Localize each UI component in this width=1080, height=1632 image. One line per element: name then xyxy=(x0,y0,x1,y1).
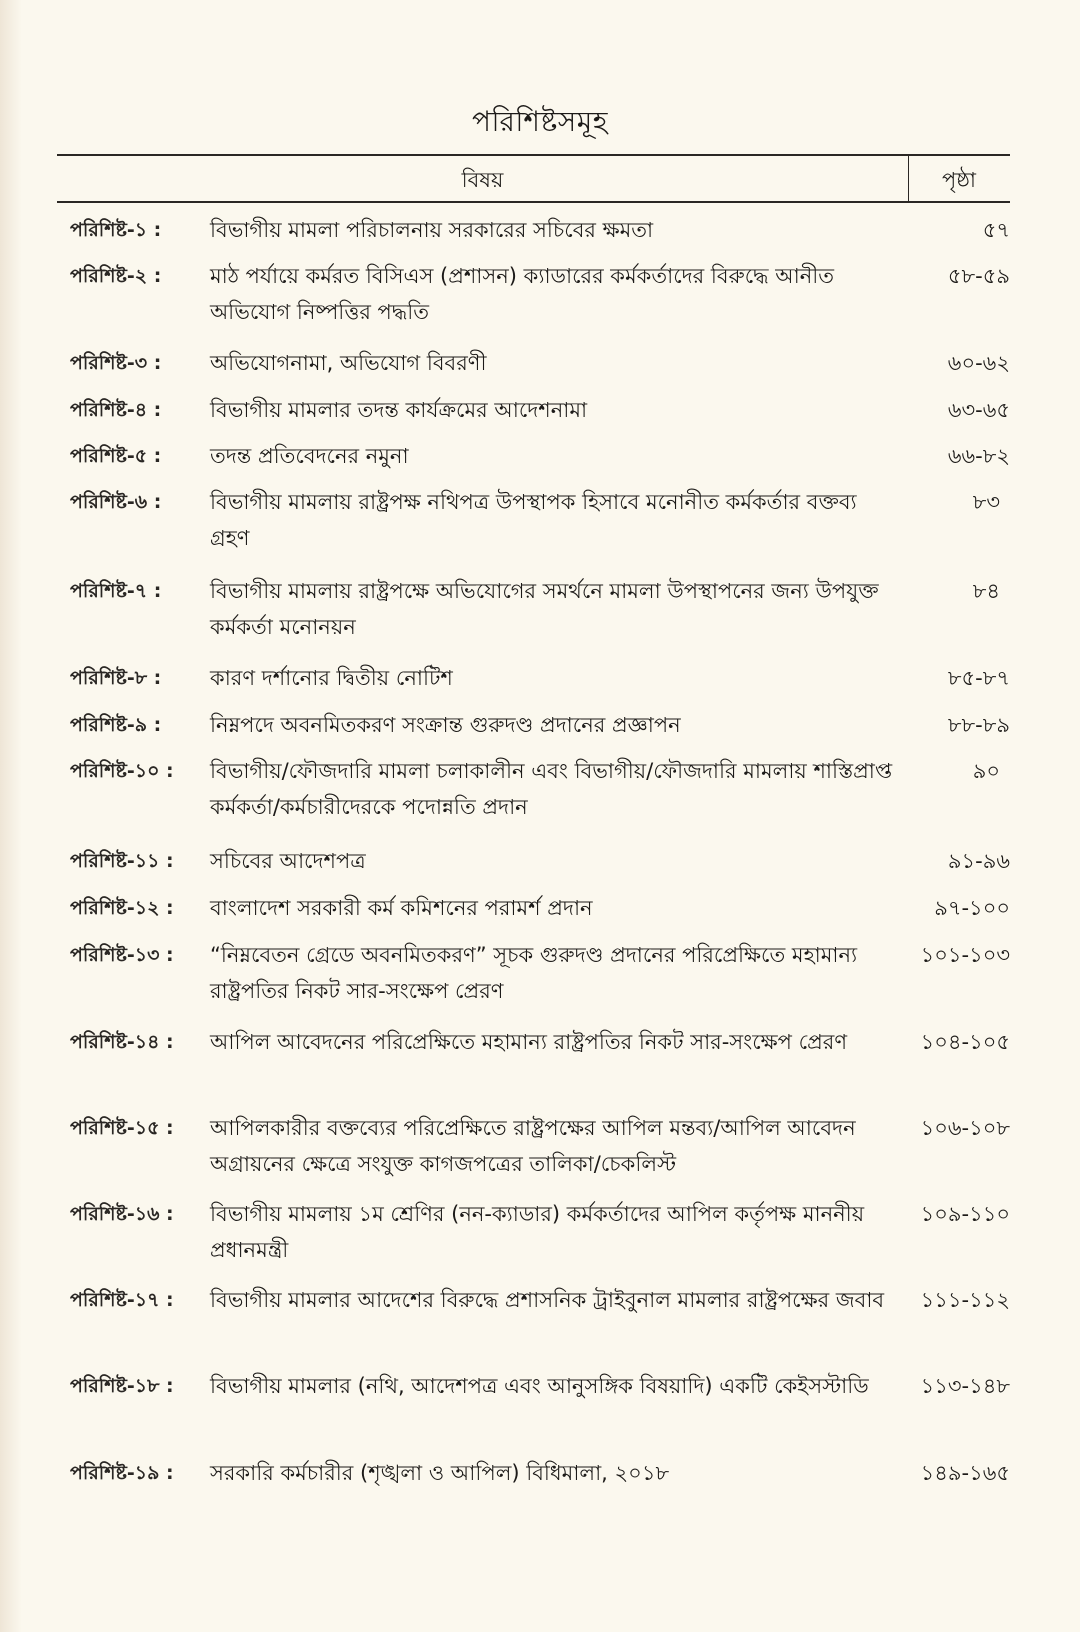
appendix-title: বিভাগীয় মামলার আদেশের বিরুদ্ধে প্রশাসনিক ট্রাইবুনাল মামলার রাষ্ট্রপক্ষের জবাব xyxy=(210,1288,885,1312)
appendix-title: “নিম্নবেতন গ্রেডে অবনমিতকরণ” সূচক গুরুদণ্ড প্রদানের পরিপ্রেক্ষিতে মহামান্য রাষ্ট্রপতির নিকট সার-সংক্ষেপ প্রেরণ xyxy=(210,943,858,1003)
appendix-title: আপিল আবেদনের পরিপ্রেক্ষিতে মহামান্য রাষ্ট্রপতির নিকট সার-সংক্ষেপ প্রেরণ xyxy=(210,1030,848,1054)
appendix-label: পরিশিষ্ট-৭ : xyxy=(70,580,162,602)
appendix-label: পরিশিষ্ট-৩ : xyxy=(70,352,162,374)
appendix-pages: ৫৮-৫৯ xyxy=(947,264,1010,288)
appendix-title: বাংলাদেশ সরকারী কর্ম কমিশনের পরামর্শ প্রদান xyxy=(210,896,593,920)
appendix-pages: ৮৩ xyxy=(972,490,1000,514)
appendix-label: পরিশিষ্ট-১২ : xyxy=(70,897,174,919)
appendix-title: নিম্নপদে অবনমিতকরণ সংক্রান্ত গুরুদণ্ড প্রদানের প্রজ্ঞাপন xyxy=(210,713,681,737)
appendix-pages: ১১৩-১৪৮ xyxy=(920,1374,1010,1398)
appendix-title: মাঠ পর্যায়ে কর্মরত বিসিএস (প্রশাসন) ক্যাডারের কর্মকর্তাদের বিরুদ্ধে আনীত অভিযোগ নিষ্পত্তির পদ্ধতি xyxy=(210,264,835,324)
appendix-label: পরিশিষ্ট-৪ : xyxy=(70,399,162,421)
appendix-pages: ১০১-১০৩ xyxy=(920,943,1010,967)
appendix-label: পরিশিষ্ট-১১ : xyxy=(70,850,174,872)
appendix-label: পরিশিষ্ট-৮ : xyxy=(70,667,162,689)
appendix-title: সচিবের আদেশপত্র xyxy=(210,849,366,873)
table-header-bottom-rule xyxy=(57,201,1010,203)
appendix-pages: ৬০-৬২ xyxy=(947,351,1010,375)
appendix-pages: ৯০ xyxy=(972,759,1000,783)
table-top-rule xyxy=(57,154,1010,156)
appendix-label: পরিশিষ্ট-৯ : xyxy=(70,714,162,736)
appendix-title: বিভাগীয় মামলার তদন্ত কার্যক্রমের আদেশনামা xyxy=(210,398,588,422)
appendix-label: পরিশিষ্ট-১৫ : xyxy=(70,1117,174,1139)
appendix-pages: ৬৬-৮২ xyxy=(947,444,1010,468)
appendix-title: কারণ দর্শানোর দ্বিতীয় নোটিশ xyxy=(210,666,453,690)
appendix-pages: ৯৭-১০০ xyxy=(934,896,1010,920)
appendix-title: বিভাগীয়/ফৌজদারি মামলা চলাকালীন এবং বিভাগীয়/ফৌজদারি মামলায় শাস্তিপ্রাপ্ত কর্মকর্তা/কর্মচারীদেরকে পদোন্নতি প্রদান xyxy=(210,759,893,819)
appendix-title: তদন্ত প্রতিবেদনের নমুনা xyxy=(210,444,409,468)
appendix-label: পরিশিষ্ট-৫ : xyxy=(70,445,162,467)
appendix-pages: ৯১-৯৬ xyxy=(947,849,1010,873)
appendix-label: পরিশিষ্ট-১৮ : xyxy=(70,1375,174,1397)
appendix-title: সরকারি কর্মচারীর (শৃঙ্খলা ও আপিল) বিধিমালা, ২০১৮ xyxy=(210,1461,670,1485)
appendix-label: পরিশিষ্ট-১৪ : xyxy=(70,1031,174,1053)
appendix-title: বিভাগীয় মামলায় রাষ্ট্রপক্ষ নথিপত্র উপস্থাপক হিসাবে মনোনীত কর্মকর্তার বক্তব্য গ্রহণ xyxy=(210,490,857,550)
appendix-pages: ১১১-১১২ xyxy=(920,1288,1010,1312)
appendix-pages: ১৪৯-১৬৫ xyxy=(920,1461,1010,1485)
appendix-pages: ৮৮-৮৯ xyxy=(947,713,1010,737)
appendix-title: আপিলকারীর বক্তব্যের পরিপ্রেক্ষিতে রাষ্ট্রপক্ষের আপিল মন্তব্য/আপিল আবেদন অগ্রায়নের ক্ষেত্রে সংযুক্ত কাগজপত্রের তালিকা/চেকলিস্ট xyxy=(210,1116,856,1176)
appendix-pages: ৫৭ xyxy=(982,218,1010,242)
appendix-title: বিভাগীয় মামলার (নথি, আদেশপত্র এবং আনুসঙ্গিক বিষয়াদি) একটি কেইসস্টাডি xyxy=(210,1374,869,1398)
appendix-pages: ১০৪-১০৫ xyxy=(920,1030,1010,1054)
appendix-label: পরিশিষ্ট-১৭ : xyxy=(70,1289,174,1311)
appendix-pages: ১০৯-১১০ xyxy=(920,1202,1010,1226)
appendix-label: পরিশিষ্ট-১৯ : xyxy=(70,1462,174,1484)
appendix-title: বিভাগীয় মামলা পরিচালনায় সরকারের সচিবের ক্ষমতা xyxy=(210,218,654,242)
appendix-title: অভিযোগনামা, অভিযোগ বিবরণী xyxy=(210,351,487,375)
appendix-label: পরিশিষ্ট-১০ : xyxy=(70,760,174,782)
appendix-label: পরিশিষ্ট-১ : xyxy=(70,219,162,241)
page-title: পরিশিষ্টসমূহ xyxy=(471,105,609,138)
column-header-page: পৃষ্ঠা xyxy=(941,168,977,192)
appendix-title: বিভাগীয় মামলায় ১ম শ্রেণির (নন-ক্যাডার) কর্মকর্তাদের আপিল কর্তৃপক্ষ মাননীয় প্রধানমন্ত্রী xyxy=(210,1202,865,1262)
appendix-pages: ৮৫-৮৭ xyxy=(947,666,1010,690)
page-edge-shadow xyxy=(0,0,22,1632)
column-header-subject: বিষয় xyxy=(461,168,504,192)
appendix-label: পরিশিষ্ট-১৬ : xyxy=(70,1203,174,1225)
appendix-title: বিভাগীয় মামলায় রাষ্ট্রপক্ষে অভিযোগের সমর্থনে মামলা উপস্থাপনের জন্য উপযুক্ত কর্মকর্তা মনোনয়ন xyxy=(210,579,879,639)
appendix-pages: ৬৩-৬৫ xyxy=(947,398,1010,422)
appendix-label: পরিশিষ্ট-৬ : xyxy=(70,491,162,513)
appendix-pages: ১০৬-১০৮ xyxy=(920,1116,1010,1140)
appendix-pages: ৮৪ xyxy=(972,579,1000,603)
appendix-label: পরিশিষ্ট-১৩ : xyxy=(70,944,174,966)
appendix-label: পরিশিষ্ট-২ : xyxy=(70,265,162,287)
